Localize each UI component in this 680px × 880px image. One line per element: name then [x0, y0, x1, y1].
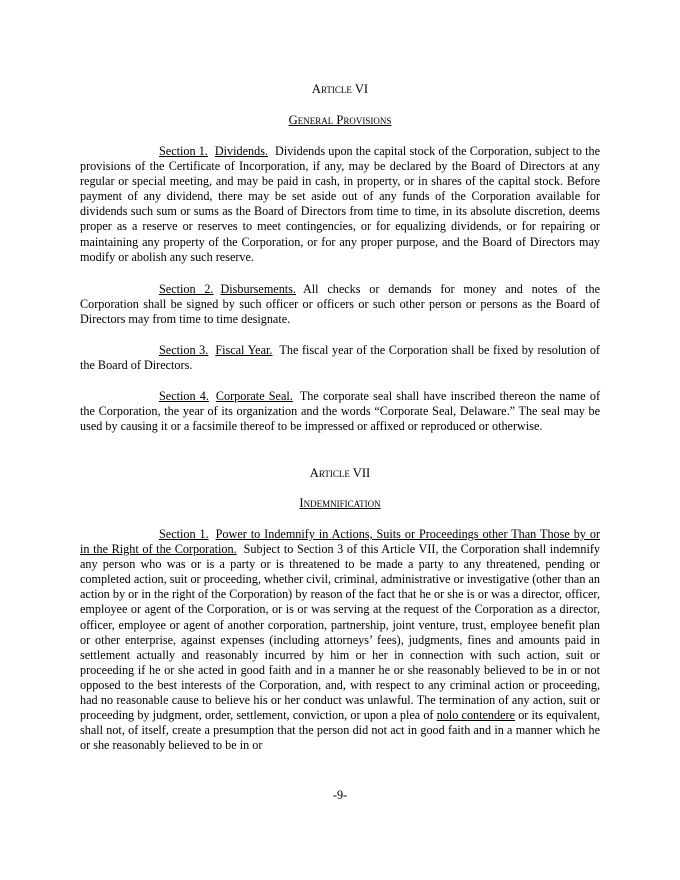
section-number: Section 3.	[159, 343, 209, 357]
section-title: Dividends.	[214, 144, 269, 158]
article-6-section-1	[80, 144, 600, 265]
section-number: Section 2.	[159, 282, 214, 296]
article-6-section-4	[80, 389, 600, 434]
article-6-section-2	[80, 282, 600, 327]
article-6-subtitle-text: General Provisions	[288, 113, 392, 127]
section-number: Section 1.	[159, 144, 208, 158]
section-text-continued: or its equivalent, shall not, of itself, create a presumption that the person did not act in good faith and in a manner which he or she reasonably believed to be in or	[80, 708, 601, 753]
article-7-section-1	[80, 527, 600, 753]
article-6-title: Article VI	[311, 82, 369, 96]
article-6-section-3	[80, 343, 600, 373]
latin-term: nolo contendere	[436, 708, 515, 723]
section-text: All checks or demands for money and notes of the Corporation shall be signed by such officer or officers or such other person or persons as the Board of Directors may from time to time designate.	[80, 282, 600, 327]
section-title: Disbursements.	[220, 282, 296, 296]
article-7-subtitle-text: Indemnification	[299, 496, 381, 510]
section-text: Subject to Section 3 of this Article VII, the Corporation shall indemnify any person who was or is a party or is threatened to be made a party to any threatened, pending or completed action, suit or proceeding, whether civil, criminal, administrative or investigative (other than an action by or in the right of the Corporation) by reason of the fact that he or she is or was a director, officer, employee or agent of the Corporation, or is or was serving at the request of the Corporation as a director, officer, employee or agent of another corporation, partnership, joint venture, trust, employee benefit plan or other enterprise, against expenses (including attorneys’ fees), judgments, fines and amounts paid in settlement actually and reasonably incurred by him or her in connection with such action, suit or proceeding if he or she acted in good faith and in a manner he or she reasonably believed to be in or not opposed to the best interests of the Corporation, and, with respect to any criminal action or proceeding, had no reasonable cause to believe his or her conduct was unlawful. The termination of any action, suit or proceeding by judgment, order, settlement, conviction, or upon a plea of	[80, 542, 600, 723]
article-7-subtitle	[80, 496, 600, 511]
article-7-title: Article VII	[309, 466, 371, 480]
section-number: Section 1.	[159, 527, 209, 541]
section-text: Dividends upon the capital stock of the Corporation, subject to the provisions of the Certificate of Incorporation, if any, may be declared by the Board of Directors at any regular or special meeting, and may be paid in cash, in property, or in shares of the capital stock. Before payment of any dividend, there may be set aside out of any funds of the Corporation available for dividends such sum or sums as the Board of Directors from time to time, in its absolute discretion, deems proper as a reserve or reserves to meet contingencies, or for equalizing dividends, or for repairing or maintaining any property of the Corporation, or for any proper purpose, and the Board of Directors may modify or abolish any such reserve.	[80, 144, 600, 264]
section-title: Corporate Seal.	[215, 389, 293, 403]
article-6-subtitle	[80, 113, 600, 128]
section-text: The fiscal year of the Corporation shall be fixed by resolution of the Board of Directors.	[80, 343, 600, 373]
page-number: -9-	[332, 788, 348, 802]
section-text: The corporate seal shall have inscribed thereon the name of the Corporation, the year of its organization and the words “Corporate Seal, Delaware.” The seal may be used by causing it or a facsimile thereof to be impressed or affixed or reproduced or otherwise.	[80, 389, 600, 434]
section-title: Power to Indemnify in Actions, Suits or Proceedings other Than Those by or in the Right of the Corporation.	[80, 527, 601, 557]
section-title: Fiscal Year.	[215, 343, 273, 357]
section-number: Section 4.	[159, 389, 209, 403]
